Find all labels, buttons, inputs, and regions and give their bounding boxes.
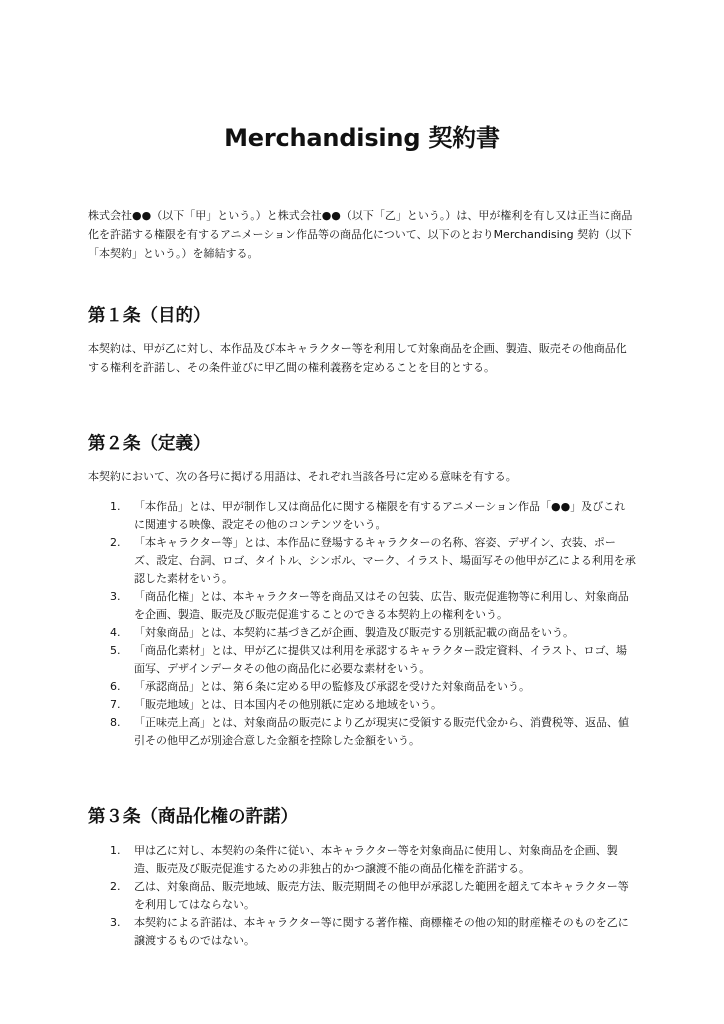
item-text: 「正味売上高」とは、対象商品の販売により乙が現実に受領する販売代金から、消費税等、返品、値引その他甲乙が別途合意した金額を控除した金額をいう。 [134,716,629,747]
definition-item [110,498,636,534]
item-text: 「対象商品」とは、本契約に基づき乙が企画、製造及び販売する別紙記載の商品をいう。 [134,626,574,639]
definition-item [110,624,636,642]
item-number: 1. [110,500,121,513]
article-3-clause-list [88,842,636,950]
document-title: Merchandising 契約書 [224,124,500,152]
definition-item [110,642,636,678]
article-3-heading: 第３条（商品化権の許諾） [88,807,298,827]
article-2-definition-list [88,498,636,750]
definition-item [110,588,636,624]
article-1-body: 本契約は、甲が乙に対し、本作品及び本キャラクター等を利用して対象商品を企画、製造、販売その他商品化する権利を許諾し、その条件並びに甲乙間の権利義務を定めることを目的とする。 [88,342,627,374]
item-text: 「商品化素材」とは、甲が乙に提供又は利用を承認するキャラクター設定資料、イラスト、ロゴ、場面写、デザインデータその他の商品化に必要な素材をいう。 [134,644,628,675]
item-text: 乙は、対象商品、販売地域、販売方法、販売期間その他甲が承認した範囲を超えて本キャラクター等を利用してはならない。 [134,880,629,911]
item-number: 2. [110,880,121,893]
item-text: 「本作品」とは、甲が制作し又は商品化に関する権限を有するアニメーション作品「●●」及びこれに関連する映像、設定その他のコンテンツをいう。 [134,500,626,531]
item-text: 本契約による許諾は、本キャラクター等に関する著作権、商標権その他の知的財産権そのものを乙に譲渡するものではない。 [134,916,629,947]
item-number: 6. [110,680,121,693]
intro-paragraph: 株式会社●●（以下「甲」という。）と株式会社●●（以下「乙」という。）は、甲が権利を有し又は正当に商品化を許諾する権限を有するアニメーション作品等の商品化について、以下のとおりMerchandising 契約（以下「本契約」という。）を締結する。 [88,209,633,260]
article-2-heading: 第２条（定義） [88,434,211,454]
item-text: 甲は乙に対し、本契約の条件に従い、本キャラクター等を対象商品に使用し、対象商品を企画、製造、販売及び販売促進するための非独占的かつ譲渡不能の商品化権を許諾する。 [134,844,618,875]
article-2-body: 本契約において、次の各号に掲げる用語は、それぞれ当該各号に定める意味を有する。 [88,470,517,483]
item-number: 7. [110,698,121,711]
article-1-heading: 第１条（目的） [88,306,211,326]
item-text: 「販売地域」とは、日本国内その他別紙に定める地域をいう。 [134,698,442,711]
clause-item [110,842,636,878]
item-number: 4. [110,626,121,639]
definition-item [110,678,636,696]
definition-item [110,714,636,750]
item-text: 「承認商品」とは、第６条に定める甲の監修及び承認を受けた対象商品をいう。 [134,680,530,693]
item-number: 3. [110,590,121,603]
item-number: 2. [110,536,121,549]
item-number: 1. [110,844,121,857]
item-text: 「本キャラクター等」とは、本作品に登場するキャラクターの名称、容姿、デザイン、衣装、ポーズ、設定、台詞、ロゴ、タイトル、シンボル、マーク、イラスト、場面写その他甲が乙による利用を承認した素材をいう。 [134,536,636,585]
item-number: 5. [110,644,121,657]
definition-item [110,696,636,714]
item-text: 「商品化権」とは、本キャラクター等を商品又はその包装、広告、販売促進物等に利用し、対象商品を企画、製造、販売及び販売促進することのできる本契約上の権利をいう。 [134,590,629,621]
item-number: 8. [110,716,121,729]
item-number: 3. [110,916,121,929]
clause-item [110,878,636,914]
definition-item [110,534,636,588]
clause-item [110,914,636,950]
